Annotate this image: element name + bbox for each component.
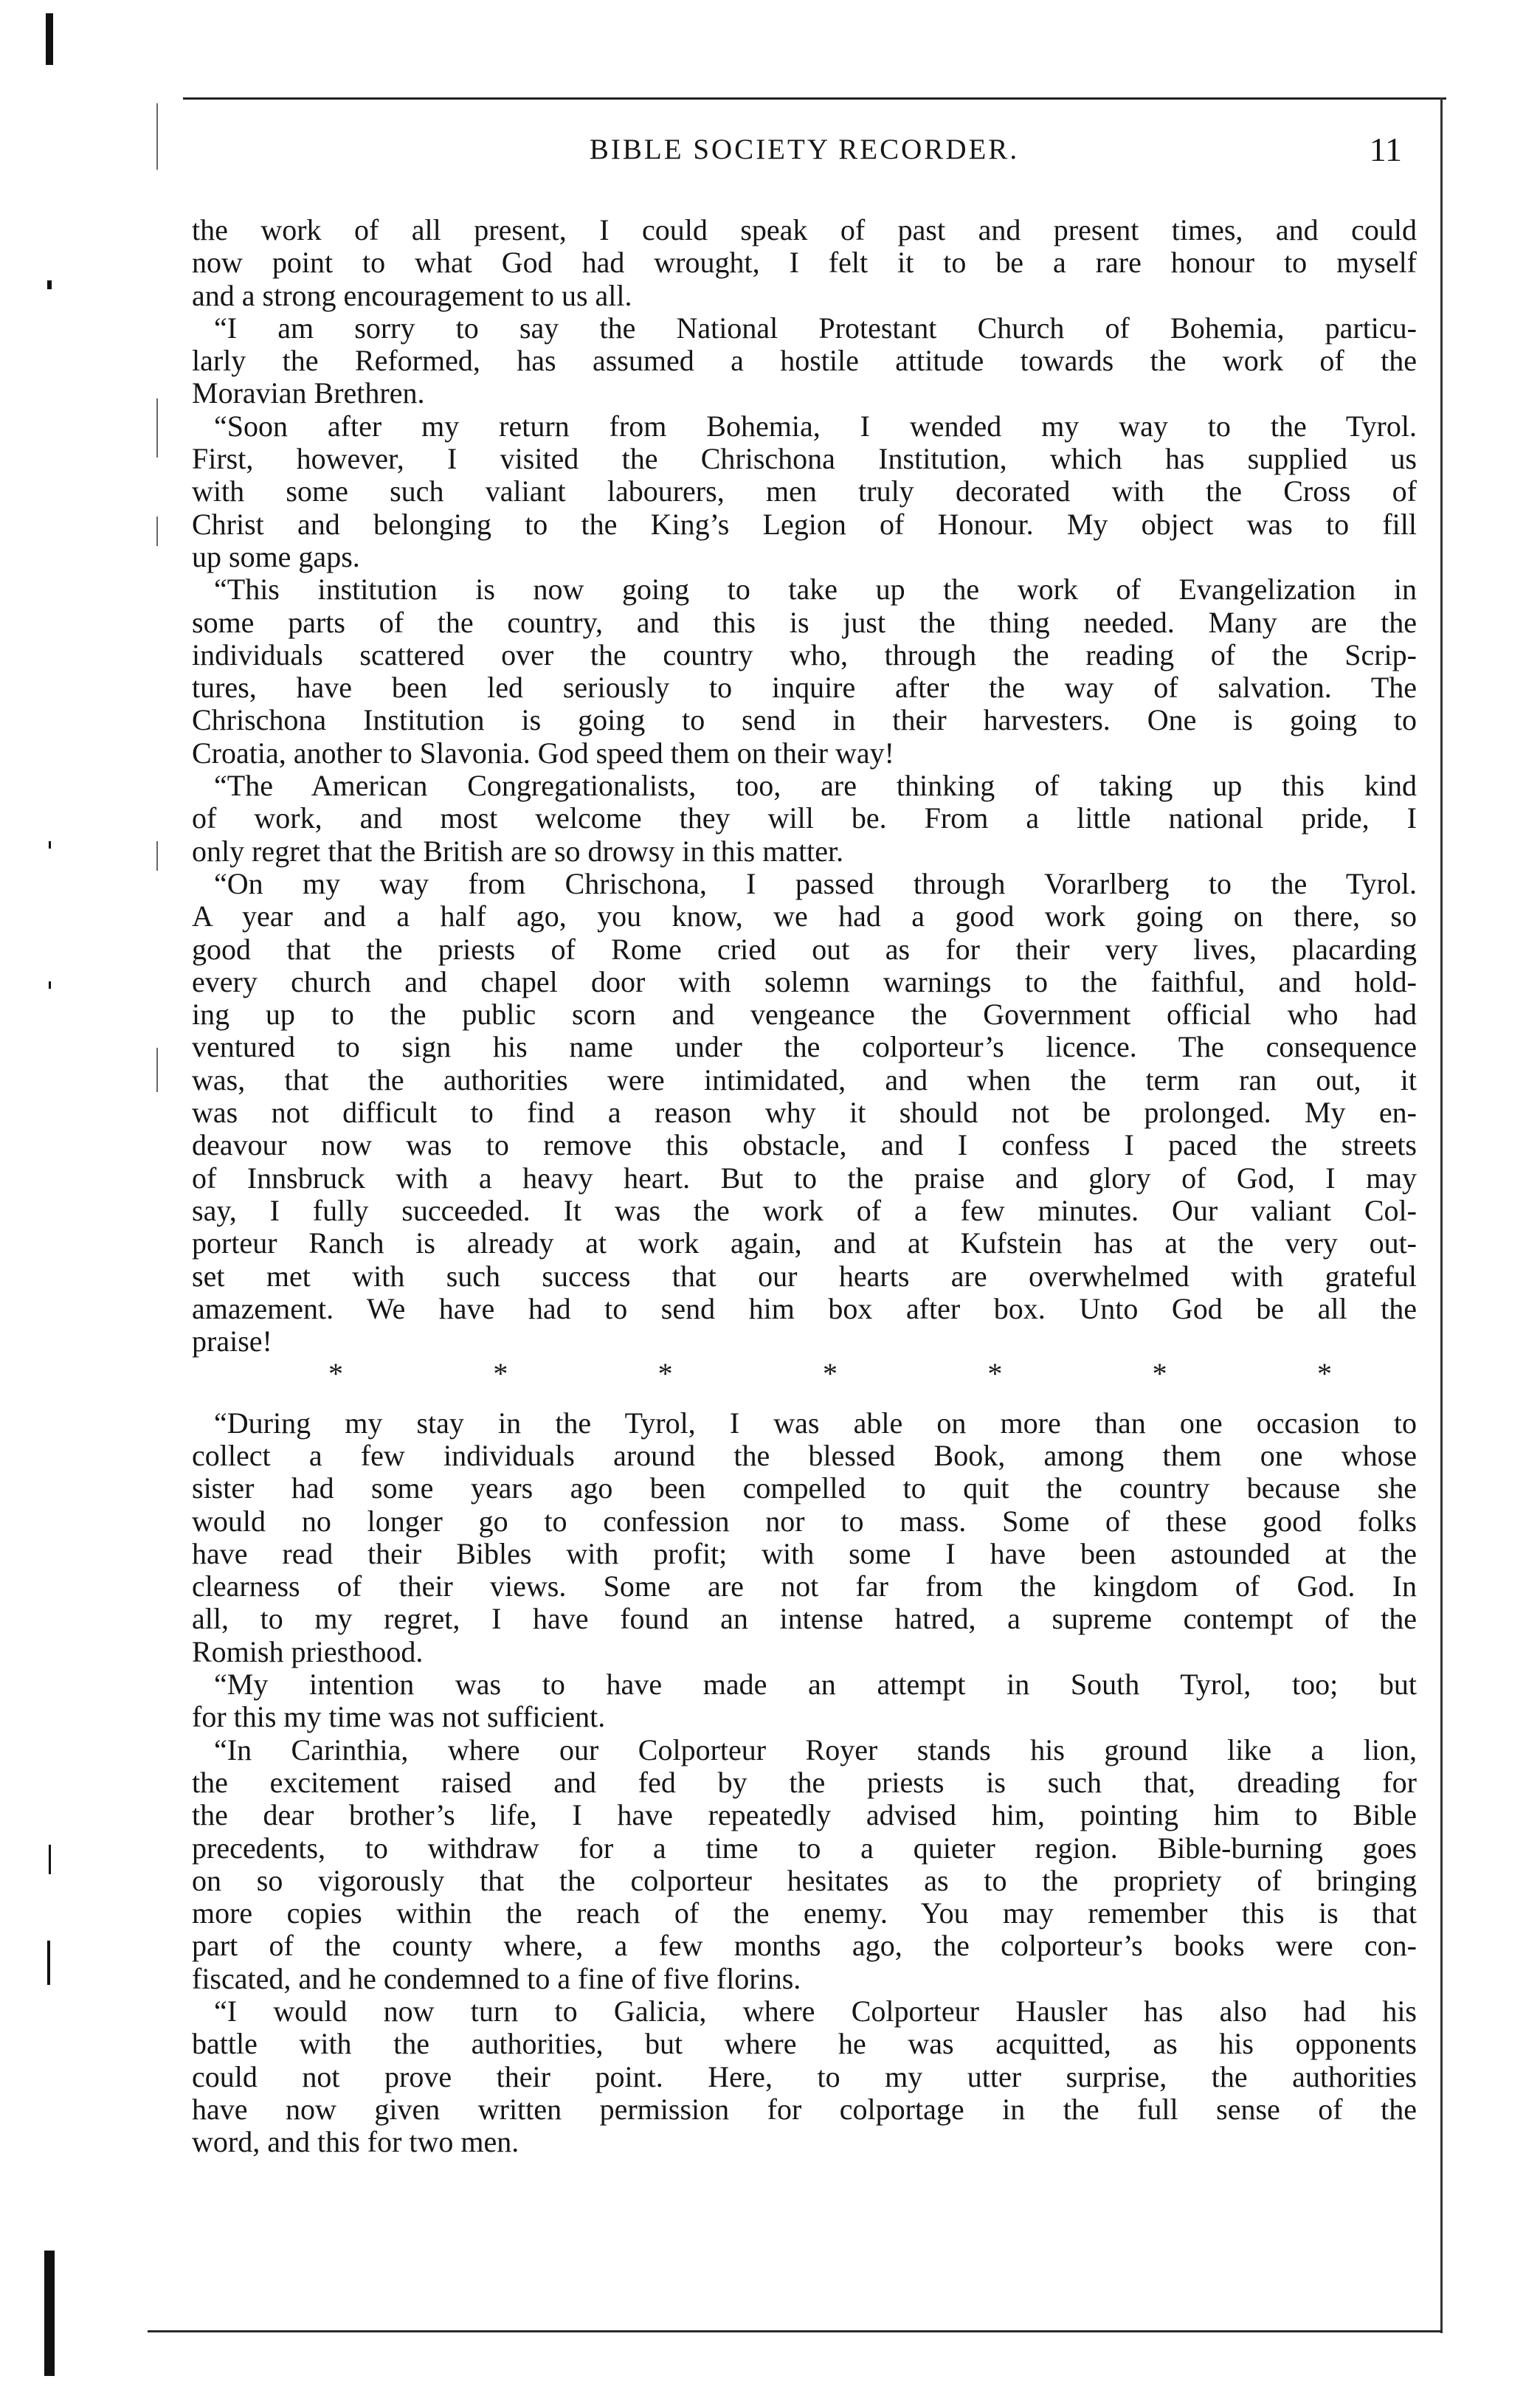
text-line: sister had some years ago been compelled to quit the country because she (192, 1471, 1417, 1505)
text-line: “I am sorry to say the National Protestant Church of Bohemia, particu- (214, 311, 1417, 345)
frame-left-rule (156, 517, 158, 546)
text-line: “On my way from Chrischona, I passed through Vorarlberg to the Tyrol. (214, 866, 1417, 900)
text-line: clearness of their views. Some are not far from the kingdom of God. In (192, 1569, 1417, 1603)
frame-left-rule (156, 841, 158, 871)
edge-mark (47, 280, 52, 289)
edge-mark (44, 2251, 55, 2376)
text-line: precedents, to withdraw for a time to a quieter region. Bible-burning goes (192, 1831, 1417, 1865)
text-line: have now given written permission for colportage in the full sense of the (192, 2092, 1417, 2126)
text-line: was not difficult to find a reason why it should not be prolonged. My en- (192, 1096, 1417, 1130)
asterisk: * (987, 1357, 1003, 1391)
text-line: the dear brother’s life, I have repeatedly advised him, pointing him to Bible (192, 1798, 1417, 1832)
edge-mark (49, 841, 51, 849)
text-line: fiscated, and he condemned to a fine of five florins. (192, 1961, 801, 1995)
text-line: of work, and most welcome they will be. From a little national pride, I (192, 801, 1417, 835)
asterisk: * (822, 1357, 838, 1391)
text-line: Croatia, another to Slavonia. God speed them on their way! (192, 736, 894, 770)
text-line: the work of all present, I could speak of past and present times, and could (192, 213, 1417, 246)
text-line: “My intention was to have made an attempt in South Tyrol, too; but (214, 1668, 1417, 1702)
text-line: good that the priests of Rome cried out as for their very lives, placarding (192, 932, 1417, 966)
frame-left-rule (156, 1048, 158, 1092)
text-line: “I would now turn to Galicia, where Colporteur Hausler has also had his (214, 1994, 1417, 2028)
asterisk: * (493, 1357, 508, 1391)
text-line: more copies within the reach of the enemy. You may remember this is that (192, 1896, 1417, 1930)
text-line: up some gaps. (192, 539, 360, 573)
text-line: and a strong encouragement to us all. (192, 278, 632, 312)
paragraph-group (192, 1407, 1417, 2159)
text-line: some parts of the country, and this is just the thing needed. Many are the (192, 605, 1417, 639)
text-line: of Innsbruck with a heavy heart. But to the praise and glory of God, I may (192, 1161, 1417, 1195)
text-line: “In Carinthia, where our Colporteur Royer stands his ground like a lion, (214, 1733, 1417, 1766)
text-line: praise! (192, 1324, 272, 1358)
text-line: battle with the authorities, but where he was acquitted, as his opponents (192, 2027, 1417, 2061)
text-line: with some such valiant labourers, men truly decorated with the Cross of (192, 474, 1417, 508)
edge-mark (49, 981, 51, 989)
text-line: have read their Bibles with profit; with some I have been astounded at the (192, 1536, 1417, 1570)
text-line: part of the county where, a few months ago, the colporteur’s books were con- (192, 1929, 1417, 1963)
text-line: “Soon after my return from Bohemia, I wended my way to the Tyrol. (214, 409, 1417, 443)
frame-top-rule (183, 97, 1446, 100)
text-line: now point to what God had wrought, I felt it to be a rare honour to myself (192, 246, 1417, 280)
paragraph-group (192, 214, 1417, 1358)
asterisk: * (657, 1357, 673, 1391)
text-line: larly the Reformed, has assumed a hostile attitude towards the work of the (192, 344, 1417, 378)
text-line: every church and chapel door with solemn warnings to the faithful, and hold- (192, 964, 1417, 998)
text-line: First, however, I visited the Chrischona Institution, which has supplied us (192, 442, 1417, 476)
text-line: ing up to the public scorn and vengeance the Government official who had (192, 998, 1417, 1032)
asterisk: * (1152, 1357, 1167, 1391)
text-line: “The American Congregationalists, too, are thinking of taking up this kind (214, 769, 1417, 803)
text-line: collect a few individuals around the blessed Book, among them one whose (192, 1438, 1417, 1472)
text-line: could not prove their point. Here, to my utter surprise, the authorities (192, 2059, 1417, 2093)
text-line: set met with such success that our hearts are overwhelmed with grateful (192, 1259, 1417, 1293)
text-line: Romish priesthood. (192, 1634, 424, 1668)
running-title: BIBLE SOCIETY RECORDER. (589, 134, 1020, 165)
text-line: only regret that the British are so drowsy in this matter. (192, 834, 844, 868)
text-line: for this my time was not sufficient. (192, 1700, 606, 1734)
frame-right-rule (1440, 97, 1443, 2333)
text-line: Chrischona Institution is going to send in their harvesters. One is going to (192, 703, 1417, 737)
text-line: Christ and belonging to the King’s Legion of Honour. My object was to fill (192, 507, 1417, 541)
text-line: the excitement raised and fed by the priests is such that, dreading for (192, 1765, 1417, 1799)
edge-mark (46, 13, 53, 65)
text-line: word, and this for two men. (192, 2125, 519, 2159)
section-break-asterisks (192, 1358, 1332, 1390)
spacer (192, 1391, 1417, 1407)
page-number: 11 (1369, 131, 1402, 168)
page-header (184, 133, 1424, 177)
edge-mark (47, 1941, 50, 1985)
text-line: Moravian Brethren. (192, 376, 425, 410)
frame-left-rule (156, 398, 158, 457)
asterisk: * (1316, 1357, 1332, 1391)
text-line: porteur Ranch is already at work again, and at Kufstein has at the very out- (192, 1226, 1417, 1260)
text-line: on so vigorously that the colporteur hesitates as to the propriety of bringing (192, 1863, 1417, 1897)
text-line: was, that the authorities were intimidated, and when the term ran out, it (192, 1063, 1417, 1096)
edge-mark (49, 1845, 51, 1874)
text-line: would no longer go to confession nor to mass. Some of these good folks (192, 1504, 1417, 1538)
body-text (192, 214, 1417, 2159)
text-line: “This institution is now going to take up the work of Evangelization in (214, 573, 1417, 607)
text-line: “During my stay in the Tyrol, I was able on more than one occasion to (214, 1406, 1417, 1440)
frame-bottom-rule (148, 2330, 1443, 2332)
binding-edge (44, 7, 89, 2383)
text-line: individuals scattered over the country who, through the reading of the Scrip- (192, 638, 1417, 671)
text-line: deavour now was to remove this obstacle, and I confess I paced the streets (192, 1128, 1417, 1162)
text-line: all, to my regret, I have found an intense hatred, a supreme contempt of the (192, 1602, 1417, 1636)
text-line: amazement. We have had to send him box after box. Unto God be all the (192, 1291, 1417, 1325)
text-line: tures, have been led seriously to inquire after the way of salvation. The (192, 671, 1417, 705)
text-line: say, I fully succeeded. It was the work of a few minutes. Our valiant Col- (192, 1193, 1417, 1227)
text-line: ventured to sign his name under the colporteur’s licence. The consequence (192, 1030, 1417, 1064)
asterisk: * (328, 1357, 343, 1391)
frame-left-rule (156, 103, 158, 170)
text-line: A year and a half ago, you know, we had a good work going on there, so (192, 899, 1417, 933)
